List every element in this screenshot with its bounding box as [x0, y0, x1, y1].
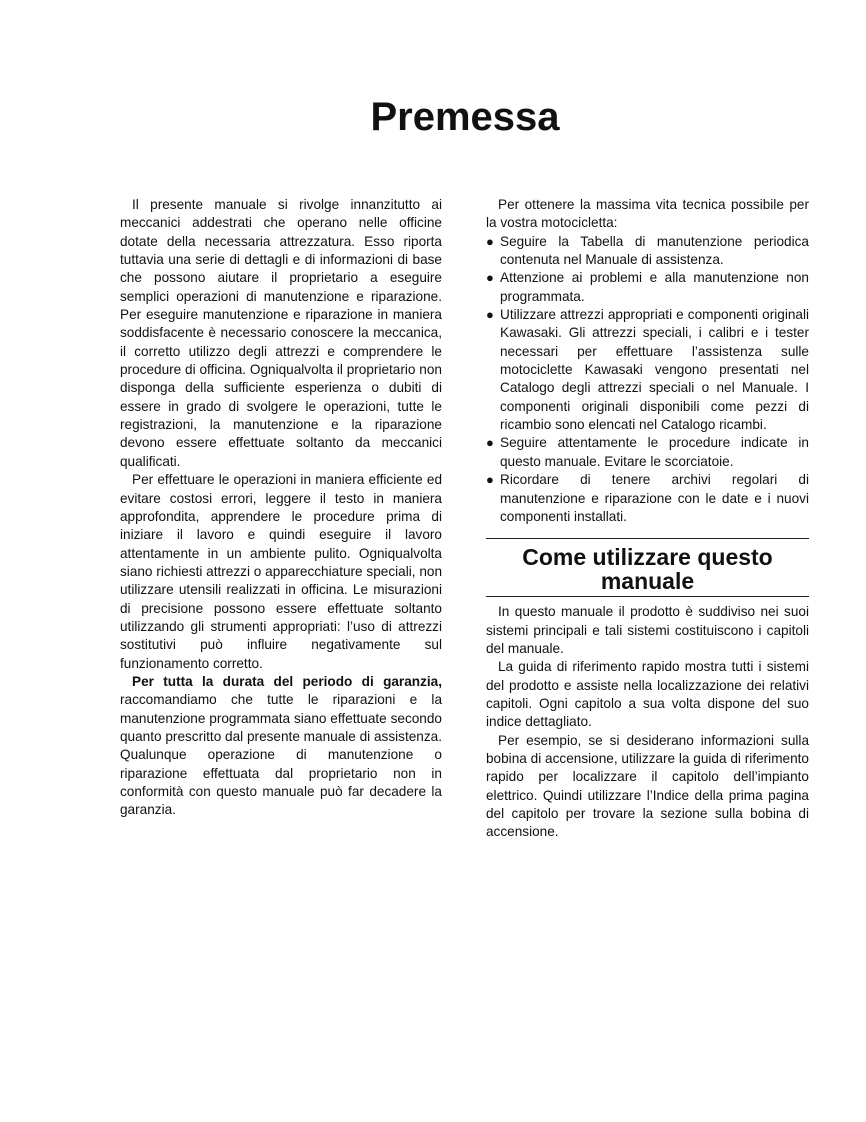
bullets-intro: Per ottenere la massima vita tecnica possibile per la vostra motocicletta: — [486, 197, 809, 231]
right-column — [486, 196, 809, 842]
page-title: Premessa — [370, 95, 560, 139]
section-divider — [486, 538, 809, 539]
warranty-paragraph — [120, 673, 442, 820]
paragraph-text: Per effettuare le operazioni in maniera efficiente ed evitare costosi errori, leggere il testo in maniera approfondita, apprendere le procedure prima di iniziare il lavoro e quindi eseguire il lavoro attentamente in un ambiente pulito. Ogniqualvolta siano richiesti attrezzi o apparecchiature speciali, non utilizzare utensili realizzati in officina. Le misurazioni di precisione possono essere effettuate soltanto utilizzando gli strumenti appropriati: l’uso di attrezzi sostitutivi può influire negativamente sul funzionamento corretto. — [120, 472, 442, 671]
warranty-bold-lead: Per tutta la durata del periodo di garanzia, — [132, 673, 442, 689]
bullet-icon: ● — [486, 472, 494, 488]
section-paragraph: La guida di riferimento rapido mostra tutti i sistemi del prodotto e assiste nella localizzazione dei relativi capitoli. Ogni capitolo a sua volta dispone del suo indice dettagliato. — [486, 659, 809, 730]
section-divider — [486, 596, 809, 597]
list-item: ● Attenzione ai problemi e alla manutenzione non programmata. — [486, 270, 809, 304]
list-item: ● Utilizzare attrezzi appropriati e componenti originali Kawasaki. Gli attrezzi speciali, i calibri e i tester necessari per effettuare l’assistenza sulle motociclette Kawasaki vengono presentati nel Catalogo degli attrezzi speciali o nel Manuale. I componenti originali disponibili come pezzi di ricambio sono elencati nel Catalogo ricambi. — [486, 307, 809, 433]
procedure-paragraph — [120, 471, 442, 673]
bullet-icon: ● — [486, 270, 494, 286]
paragraph-text: Il presente manuale si rivolge innanzitutto ai meccanici addestrati che operano nelle officine dotate della necessaria attrezzatura. Esso riporta tuttavia una serie di dettagli e di informazioni di base che possono aiutare il proprietario a eseguire semplici operazioni di manutenzione e riparazione. Per eseguire manutenzione e riparazione in maniera soddisfacente è necessario conoscere la meccanica, il corretto utilizzo degli attrezzi e comprendere le procedure di officina. Ogniqualvolta il proprietario non disponga della sufficiente esperienza o dubiti di essere in grado di svolgere le operazioni, tutte le registrazioni, la manutenzione e la riparazione devono essere effettuate soltanto da meccanici qualificati. — [120, 197, 442, 469]
section-paragraph: In questo manuale il prodotto è suddiviso nei suoi sistemi principali e tali sistemi costituiscono i capitoli del manuale. — [486, 604, 809, 656]
bullet-icon: ● — [486, 435, 494, 451]
left-column — [120, 196, 442, 820]
maintenance-tips-list — [486, 233, 809, 527]
intro-paragraph — [120, 196, 442, 471]
list-item: ● Seguire la Tabella di manutenzione periodica contenuta nel Manuale di assistenza. — [486, 233, 809, 268]
section-title: Come utilizzare questo manuale — [522, 544, 773, 595]
list-item: ● Seguire attentamente le procedure indicate in questo manuale. Evitare le scorciatoie. — [486, 435, 809, 469]
paragraph-text: raccomandiamo che tutte le riparazioni e la manutenzione programmata siano effettuate secondo quanto prescritto dal presente manuale di assistenza. Qualunque operazione di manutenzione o riparazione effettuata dal proprietario non in conformità con questo manuale può far decadere la garanzia. — [120, 692, 442, 818]
bullet-icon: ● — [486, 233, 494, 249]
section-paragraph: Per esempio, se si desiderano informazioni sulla bobina di accensione, utilizzare la guida di riferimento rapido per localizzare il capitolo dell’impianto elettrico. Quindi utilizzare l’Indice della prima pagina del capitolo per trovare la sezione sulla bobina di accensione. — [486, 732, 809, 840]
bullet-icon: ● — [486, 307, 494, 323]
list-item: ● Ricordare di tenere archivi regolari di manutenzione e riparazione con le date e i nuovi componenti installati. — [486, 472, 809, 524]
